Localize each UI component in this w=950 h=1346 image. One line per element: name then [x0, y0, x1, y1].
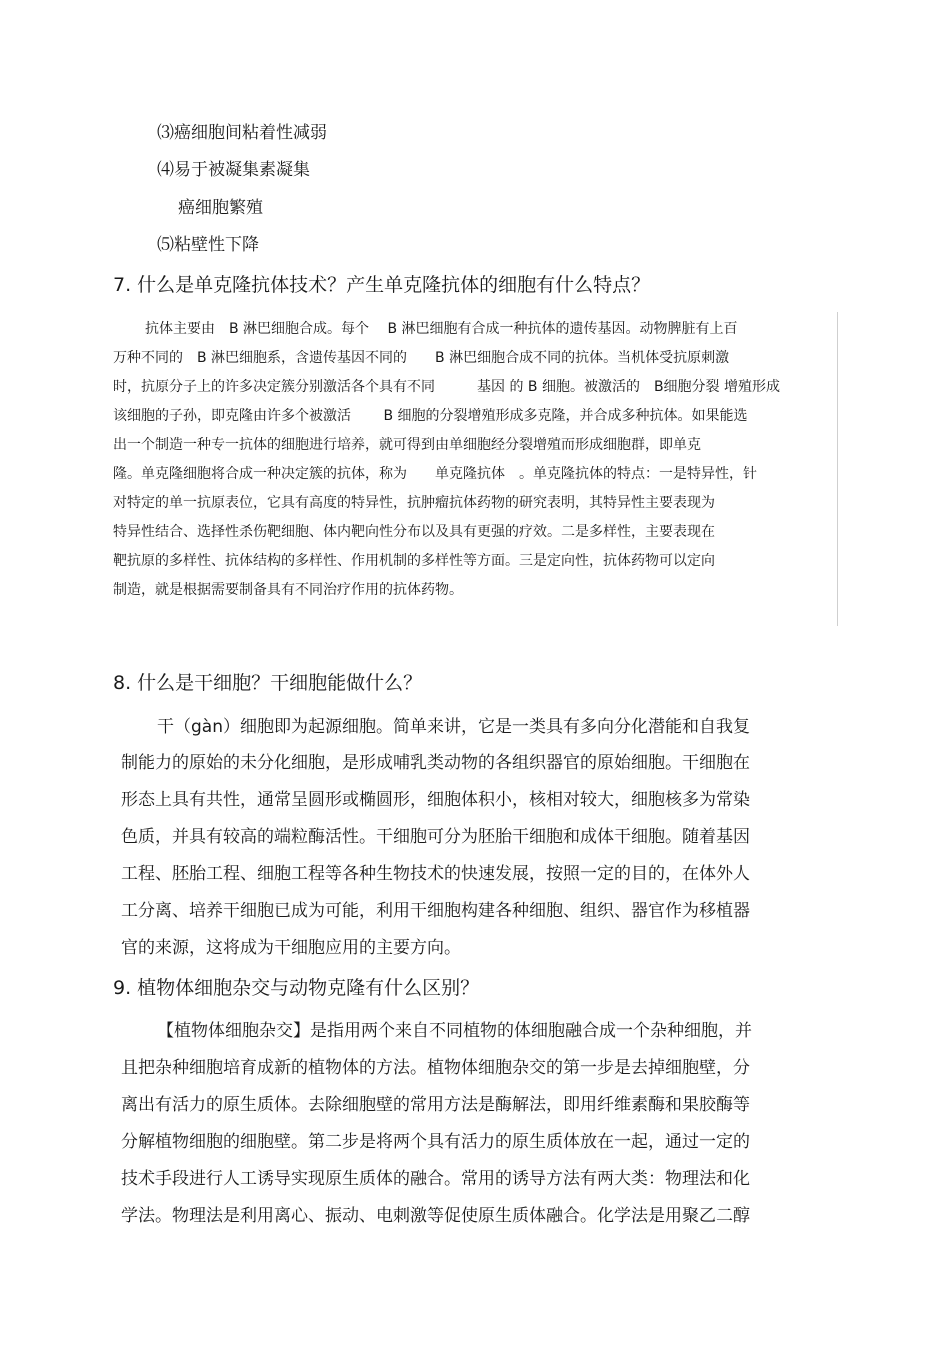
paragraph-line: 抗体主要由 B 淋巴细胞合成。每个 B 淋巴细胞有合成一种抗体的遗传基因。动物脾脏有上百 [145, 321, 738, 337]
margin-rule [837, 312, 838, 626]
paragraph-line: 色质，并具有较高的端粒酶活性。干细胞可分为胚胎干细胞和成体干细胞。随着基因 [121, 827, 750, 847]
paragraph-line: 学法。物理法是利用离心、振动、电刺激等促使原生质体融合。化学法是用聚乙二醇 [121, 1206, 750, 1226]
paragraph-line: 技术手段进行人工诱导实现原生质体的融合。常用的诱导方法有两大类：物理法和化 [121, 1169, 750, 1189]
paragraph-line: 工分离、培养干细胞已成为可能，利用干细胞构建各种细胞、组织、器官作为移植器 [121, 901, 750, 921]
paragraph-line: 特异性结合、选择性杀伤靶细胞、体内靶向性分布以及具有更强的疗效。二是多样性，主要表现在 [113, 524, 715, 540]
paragraph-line: 制能力的原始的未分化细胞，是形成哺乳类动物的各组织器官的原始细胞。干细胞在 [121, 753, 750, 773]
paragraph-line: 【植物体细胞杂交】是指用两个来自不同植物的体细胞融合成一个杂种细胞，并 [157, 1021, 752, 1041]
paragraph-line: 分解植物细胞的细胞壁。第二步是将两个具有活力的原生质体放在一起，通过一定的 [121, 1132, 750, 1152]
paragraph-line: 出一个制造一种专一抗体的细胞进行培养，就可得到由单细胞经分裂增殖而形成细胞群，即单克 [113, 437, 701, 453]
paragraph-line: 隆。单克隆细胞将合成一种决定簇的抗体，称为 单克隆抗体 。单克隆抗体的特点：一是特异性，针 [113, 466, 757, 482]
paragraph-line: 干（gàn）细胞即为起源细胞。简单来讲，它是一类具有多向分化潜能和自我复 [157, 717, 750, 737]
paragraph-line: 形态上具有共性，通常呈圆形或椭圆形，细胞体积小，核相对较大，细胞核多为常染 [121, 790, 750, 810]
paragraph-line: 且把杂种细胞培育成新的植物体的方法。植物体细胞杂交的第一步是去掉细胞壁，分 [121, 1058, 750, 1078]
paragraph-line: 万种不同的 B 淋巴细胞系，含遗传基因不同的 B 淋巴细胞合成不同的抗体。当机体受抗原刺激 [113, 350, 730, 366]
paragraph-line: 该细胞的子孙，即克隆由许多个被激活 B 细胞的分裂增殖形成多克隆，并合成多种抗体。如果能选 [113, 408, 748, 424]
paragraph-line: 离出有活力的原生质体。去除细胞壁的常用方法是酶解法，即用纤维素酶和果胶酶等 [121, 1095, 750, 1115]
question-7-title: 7. 什么是单克隆抗体技术？产生单克隆抗体的细胞有什么特点？ [113, 274, 651, 296]
paragraph-line: 工程、胚胎工程、细胞工程等各种生物技术的快速发展，按照一定的目的，在体外人 [121, 864, 750, 884]
list-item: 癌细胞繁殖 [178, 198, 263, 218]
list-item: ⑶癌细胞间粘着性减弱 [157, 123, 327, 143]
paragraph-line: 时，抗原分子上的许多决定簇分别激活各个具有不同 基因 的 B 细胞。被激活的 B细胞分裂 增殖形成 [113, 379, 781, 395]
paragraph-line: 制造，就是根据需要制备具有不同治疗作用的抗体药物。 [113, 582, 463, 598]
paragraph-line: 官的来源，这将成为干细胞应用的主要方向。 [121, 938, 461, 958]
question-9-title: 9. 植物体细胞杂交与动物克隆有什么区别？ [113, 977, 480, 999]
list-item: ⑷易于被凝集素凝集 [157, 160, 310, 180]
list-item: ⑸粘壁性下降 [157, 235, 259, 255]
paragraph-line: 靶抗原的多样性、抗体结构的多样性、作用机制的多样性等方面。三是定向性，抗体药物可以定向 [113, 553, 715, 569]
question-8-title: 8. 什么是干细胞？干细胞能做什么？ [113, 672, 423, 694]
paragraph-line: 对特定的单一抗原表位，它具有高度的特异性，抗肿瘤抗体药物的研究表明，其特异性主要表现为 [113, 495, 715, 511]
